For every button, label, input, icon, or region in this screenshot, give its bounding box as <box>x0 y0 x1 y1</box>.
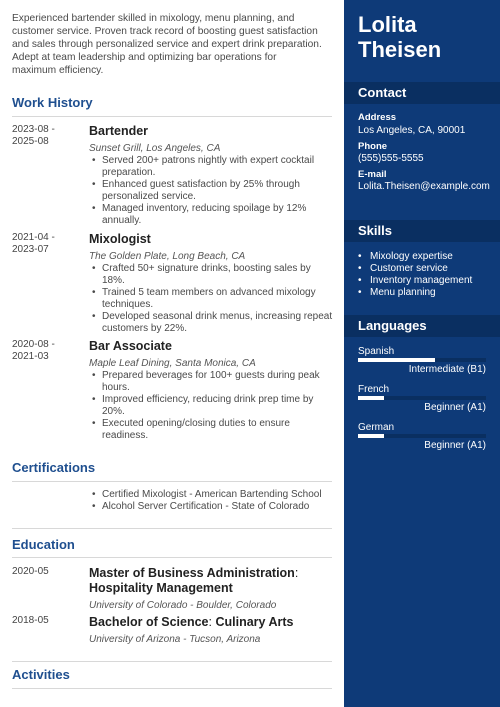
candidate-name: Lolita Theisen <box>358 12 442 62</box>
languages-header: Languages <box>344 315 500 337</box>
certification-list <box>89 489 334 513</box>
list-item: • Prepared beverages for 100+ guests during peak hours. <box>89 370 334 394</box>
language-level-bar <box>358 358 486 362</box>
work-dates: 2021-04 - 2023-07 <box>12 232 55 255</box>
employer: Sunset Grill, Los Angeles, CA <box>89 143 221 154</box>
skill-item: • Customer service <box>358 263 494 275</box>
employer: Maple Leaf Dining, Santa Monica, CA <box>89 358 256 369</box>
language-name: French <box>358 384 390 395</box>
section-divider <box>12 116 332 117</box>
list-item: • Improved efficiency, reducing drink prep time by 20%. <box>89 394 334 418</box>
skills-header: Skills <box>344 220 500 242</box>
sidebar <box>344 0 500 707</box>
language-level: Beginner (A1) <box>424 440 486 451</box>
language-name: German <box>358 422 395 433</box>
section-divider <box>12 557 332 558</box>
language-level-fill <box>358 358 435 362</box>
list-item: • Served 200+ patrons nightly with expert cocktail preparation. <box>89 155 334 179</box>
work-dates: 2020-08 - 2021-03 <box>12 339 55 362</box>
email-value: Lolita.Theisen@example.com <box>358 181 490 192</box>
phone-label: Phone <box>358 141 388 152</box>
section-title-certifications: Certifications <box>12 460 96 475</box>
list-item: • Enhanced guest satisfaction by 25% through personalized service. <box>89 179 334 203</box>
section-divider <box>12 688 332 689</box>
address-label: Address <box>358 112 397 123</box>
job-bullets <box>89 263 334 335</box>
job-title: Bartender <box>89 124 149 138</box>
language-name: Spanish <box>358 346 395 357</box>
school: University of Arizona - Tucson, Arizona <box>89 634 261 645</box>
skill-item: • Inventory management <box>358 275 494 287</box>
job-title: Mixologist <box>89 232 151 246</box>
list-item: • Developed seasonal drink menus, increasing repeat customers by 22%. <box>89 311 334 335</box>
list-item: • Certified Mixologist - American Bartending School <box>89 489 334 501</box>
list-item: • Executed opening/closing duties to ensure readiness. <box>89 418 334 442</box>
education-date: 2018-05 <box>12 615 49 626</box>
list-item: • Alcohol Server Certification - State of Colorado <box>89 501 334 513</box>
section-title-education: Education <box>12 537 75 552</box>
job-title: Bar Associate <box>89 339 172 353</box>
school: University of Colorado - Boulder, Colorado <box>89 600 277 611</box>
language-level-fill <box>358 434 384 438</box>
section-title-work-history: Work History <box>12 95 93 110</box>
email-label: E-mail <box>358 169 387 180</box>
section-divider <box>12 661 332 662</box>
section-title-activities: Activities <box>12 667 70 682</box>
work-dates: 2023-08 - 2025-08 <box>12 124 55 147</box>
employer: The Golden Plate, Long Beach, CA <box>89 251 246 262</box>
address-value: Los Angeles, CA, 90001 <box>358 125 466 136</box>
skill-item: • Menu planning <box>358 287 494 299</box>
phone-value: (555)555-5555 <box>358 153 424 164</box>
section-divider <box>12 481 332 482</box>
language-level: Beginner (A1) <box>424 402 486 413</box>
list-item: • Managed inventory, reducing spoilage by 12% annually. <box>89 203 334 227</box>
language-level-bar <box>358 396 486 400</box>
job-bullets <box>89 370 334 442</box>
section-divider <box>12 528 332 529</box>
language-level-fill <box>358 396 384 400</box>
degree: Master of Business Administration: Hospitality Management <box>89 566 299 595</box>
skill-item: • Mixology expertise <box>358 251 494 263</box>
job-bullets <box>89 155 334 227</box>
list-item: • Trained 5 team members on advanced mixology techniques. <box>89 287 334 311</box>
contact-header: Contact <box>344 82 500 104</box>
language-level-bar <box>358 434 486 438</box>
professional-summary: Experienced bartender skilled in mixology, menu planning, and customer service. Proven track record of boosting guest satisfaction and sales through personalized service and expert drink preparation. Adept at team leadership and optimizing bar operations for maximum efficiency. <box>12 13 322 76</box>
degree: Bachelor of Science: Culinary Arts <box>89 615 294 629</box>
education-date: 2020-05 <box>12 566 49 577</box>
skills-list <box>358 251 494 299</box>
list-item: • Crafted 50+ signature drinks, boosting sales by 18%. <box>89 263 334 287</box>
language-level: Intermediate (B1) <box>408 364 486 375</box>
